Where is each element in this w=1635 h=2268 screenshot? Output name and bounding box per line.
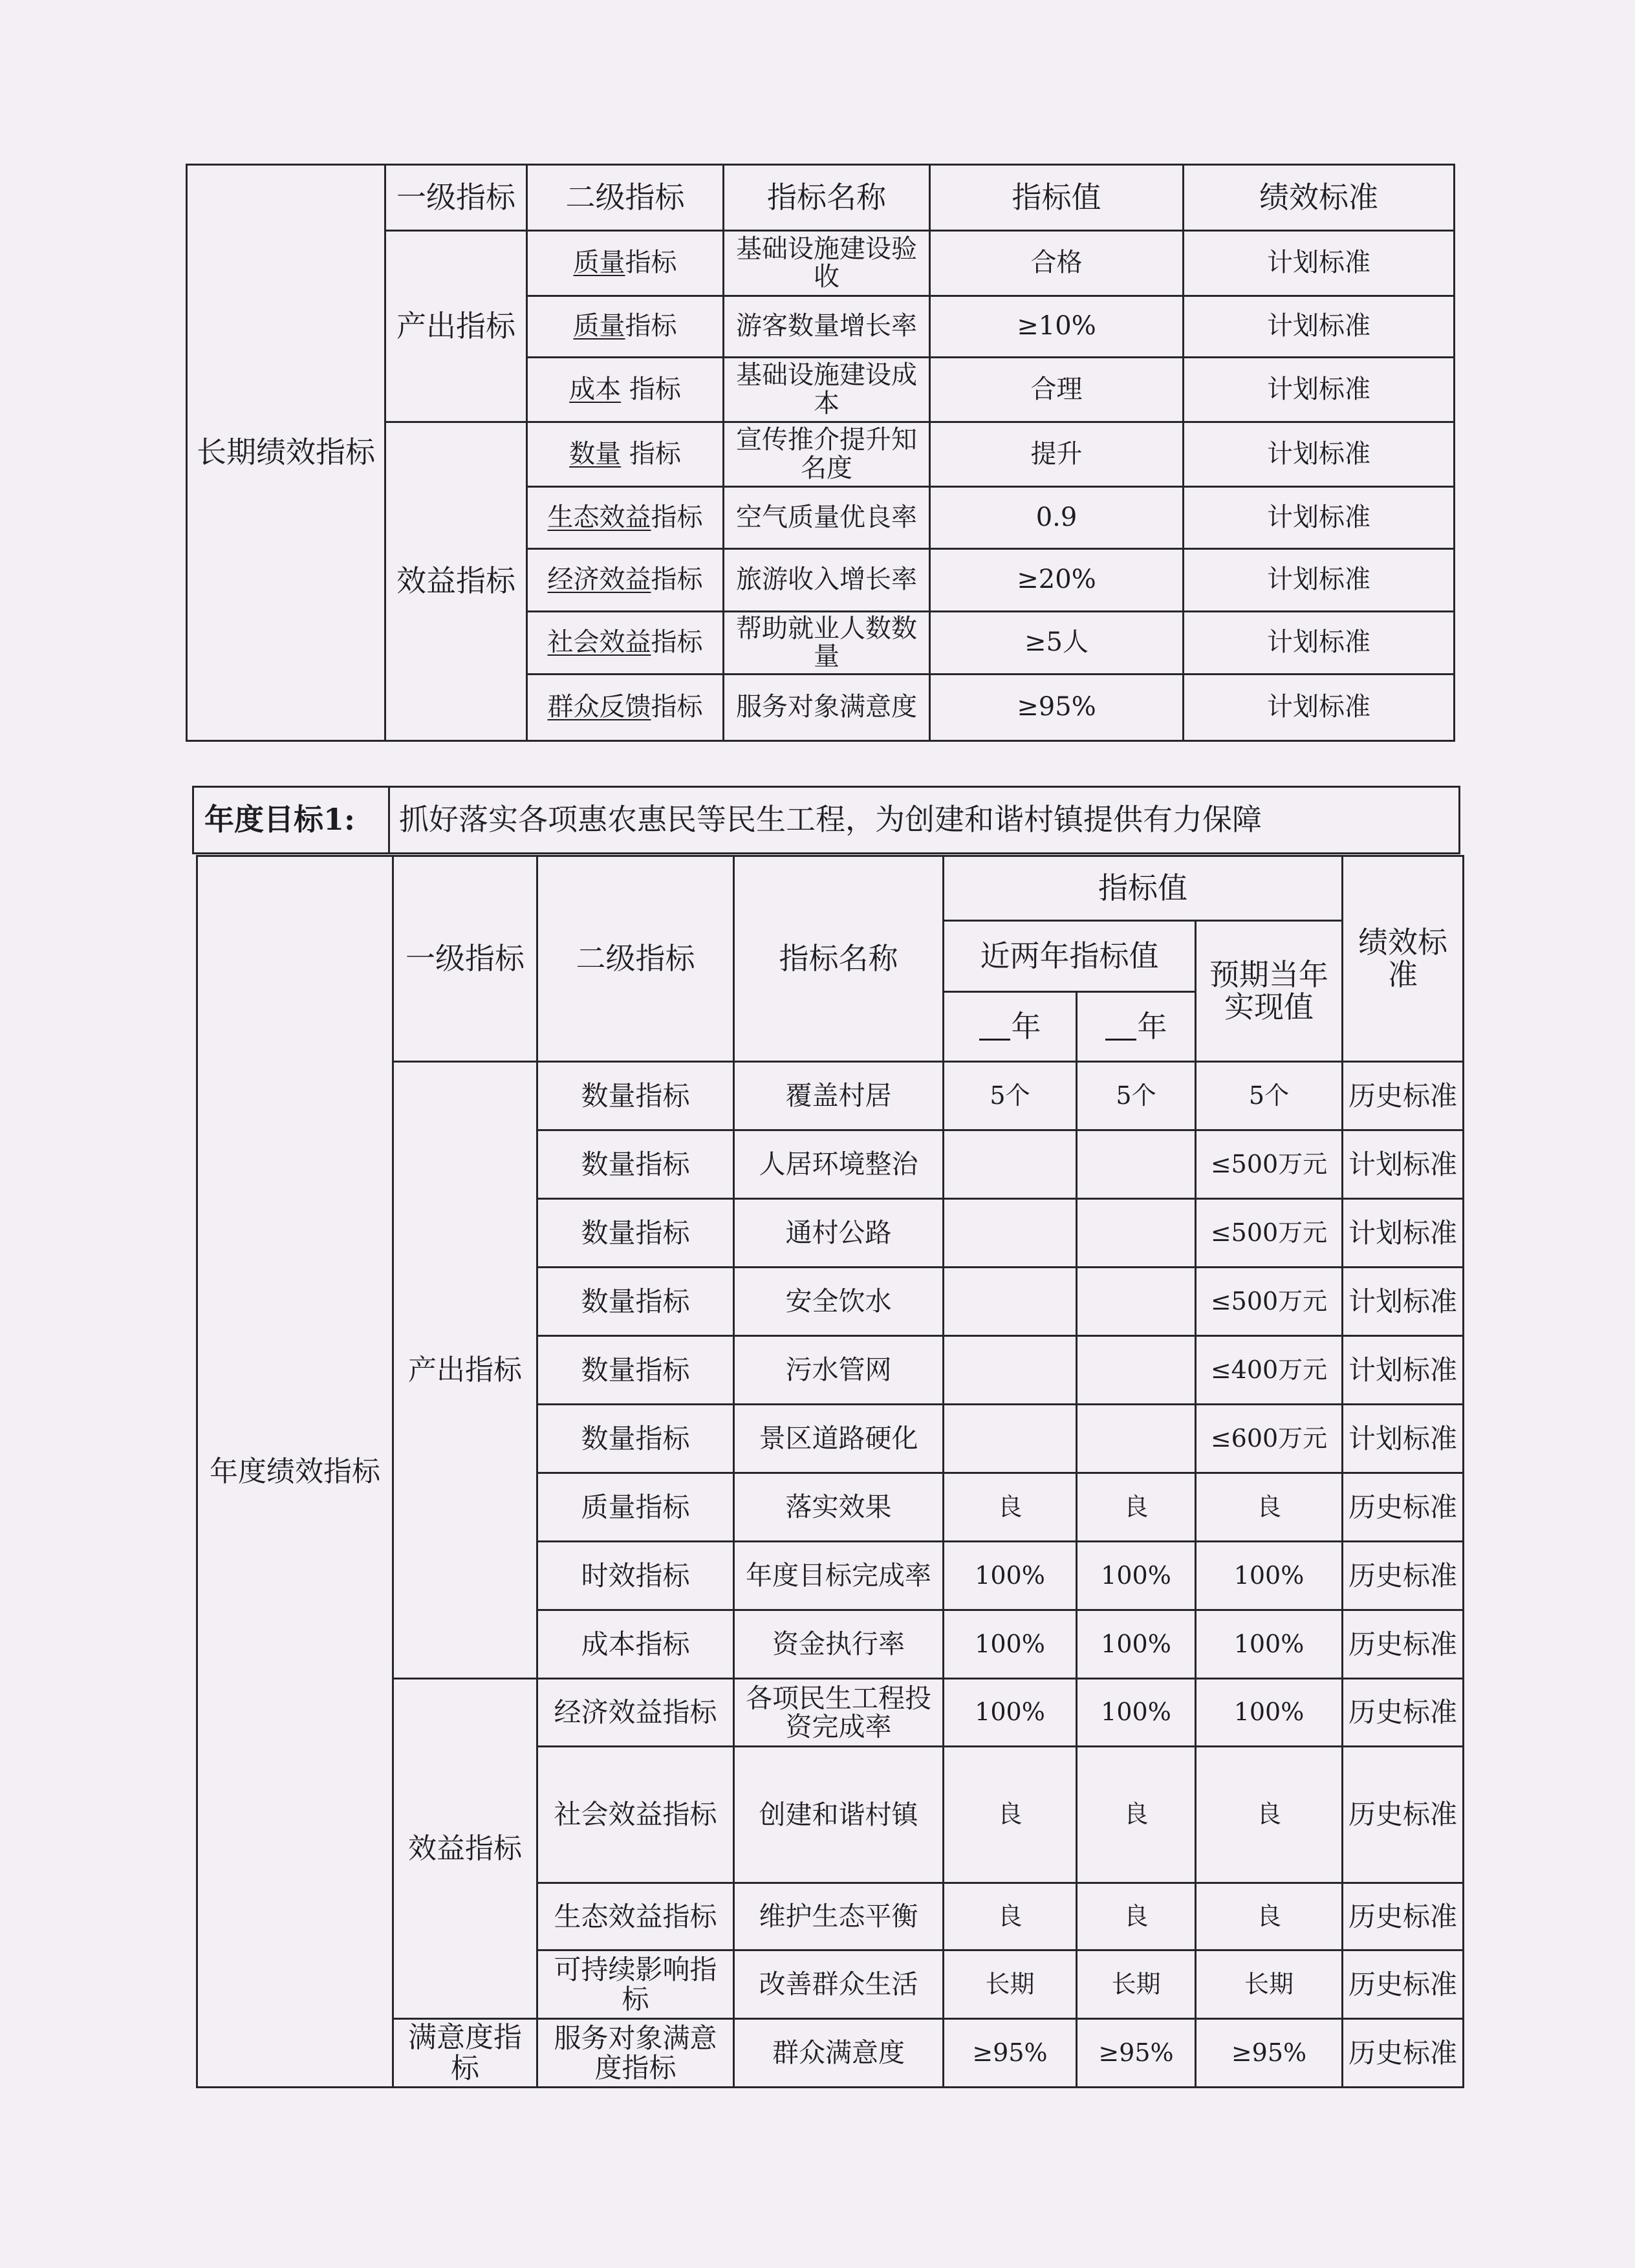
year-1-value: 5个	[944, 1062, 1077, 1130]
long-term-row-label: 长期绩效指标	[187, 165, 385, 741]
year-1-value: 长期	[944, 1950, 1077, 2019]
long-term-indicator-table	[186, 164, 1455, 742]
expected-value: 良	[1196, 1473, 1343, 1542]
indicator-name: 创建和谐村镇	[734, 1747, 944, 1883]
level2-suffix: 指标	[621, 374, 681, 404]
indicator-name: 游客数量增长率	[724, 296, 930, 358]
indicator-name: 旅游收入增长率	[724, 549, 930, 612]
performance-standard: 计划标准	[1184, 487, 1455, 549]
year-2-value	[1077, 1268, 1196, 1336]
indicator-name: 安全饮水	[734, 1268, 944, 1336]
year-1-value: 100%	[944, 1610, 1077, 1679]
level2-underlined: 质量	[573, 248, 625, 278]
performance-standard: 历史标准	[1343, 2019, 1464, 2088]
expected-value: 100%	[1196, 1542, 1343, 1610]
indicator-value: 0.9	[930, 487, 1184, 549]
year-1-value: ≥95%	[944, 2019, 1077, 2088]
year-suffix: 年	[1011, 1008, 1041, 1044]
indicator-name: 改善群众生活	[734, 1950, 944, 2019]
level2-indicator: 数量指标	[537, 1062, 734, 1130]
level2-indicator: 数量指标	[537, 1336, 734, 1405]
group-label: 产出指标	[385, 231, 527, 422]
level2-underlined: 社会效益	[547, 627, 651, 658]
indicator-value: ≥95%	[930, 675, 1184, 741]
expected-value: 良	[1196, 1883, 1343, 1950]
indicator-name: 年度目标完成率	[734, 1542, 944, 1610]
expected-value: ≤400万元	[1196, 1336, 1343, 1405]
level2-suffix: 指标	[651, 692, 703, 722]
year-1-value	[944, 1336, 1077, 1405]
header-name: 指标名称	[734, 856, 944, 1062]
annual-goal-table	[192, 786, 1460, 854]
performance-standard: 计划标准	[1184, 231, 1455, 296]
year-1-value	[944, 1199, 1077, 1268]
group-label: 效益指标	[393, 1679, 537, 2019]
year-blank-line	[1105, 1014, 1136, 1041]
header-recent-two-years: 近两年指标值	[944, 921, 1196, 992]
header-value: 指标值	[944, 856, 1343, 921]
performance-standard: 历史标准	[1343, 1062, 1464, 1130]
level2-indicator: 可持续影响指标	[537, 1950, 734, 2019]
year-1-value	[944, 1130, 1077, 1199]
level2-indicator: 服务对象满意度指标	[537, 2019, 734, 2088]
annual-row-label: 年度绩效指标	[197, 856, 393, 2088]
year-2-value	[1077, 1130, 1196, 1199]
indicator-value: ≥5人	[930, 612, 1184, 675]
level2-indicator: 质量指标	[537, 1473, 734, 1542]
indicator-name: 服务对象满意度	[724, 675, 930, 741]
header-level2: 二级指标	[527, 165, 724, 231]
level2-indicator: 生态效益指标	[537, 1883, 734, 1950]
performance-standard: 历史标准	[1343, 1950, 1464, 2019]
header-value: 指标值	[930, 165, 1184, 231]
year-1-value	[944, 1268, 1077, 1336]
expected-value: ≤600万元	[1196, 1405, 1343, 1473]
year-2-value: 100%	[1077, 1679, 1196, 1747]
group-label: 产出指标	[393, 1062, 537, 1679]
expected-value: ≤500万元	[1196, 1130, 1343, 1199]
year-1-value: 良	[944, 1473, 1077, 1542]
indicator-value: ≥10%	[930, 296, 1184, 358]
indicator-name: 资金执行率	[734, 1610, 944, 1679]
header-level1: 一级指标	[385, 165, 527, 231]
performance-standard: 计划标准	[1184, 675, 1455, 741]
year-2-value	[1077, 1336, 1196, 1405]
level2-indicator: 经济效益指标	[537, 1679, 734, 1747]
indicator-name: 落实效果	[734, 1473, 944, 1542]
indicator-value: 合格	[930, 231, 1184, 296]
performance-standard: 计划标准	[1184, 549, 1455, 612]
level2-suffix: 指标	[621, 438, 681, 469]
level2-underlined: 经济效益	[547, 565, 651, 595]
group-label: 满意度指标	[393, 2019, 537, 2088]
indicator-name: 污水管网	[734, 1336, 944, 1405]
indicator-name: 群众满意度	[734, 2019, 944, 2088]
annual-goal-text: 抓好落实各项惠农惠民等民生工程，为创建和谐村镇提供有力保障	[389, 787, 1460, 854]
performance-standard: 计划标准	[1184, 296, 1455, 358]
performance-standard: 历史标准	[1343, 1747, 1464, 1883]
year-2-value	[1077, 1199, 1196, 1268]
performance-standard: 历史标准	[1343, 1610, 1464, 1679]
level2-suffix: 指标	[651, 627, 703, 658]
level2-suffix: 指标	[625, 248, 677, 278]
indicator-name: 景区道路硬化	[734, 1405, 944, 1473]
performance-standard: 计划标准	[1343, 1130, 1464, 1199]
expected-value: ≤500万元	[1196, 1268, 1343, 1336]
level2-suffix: 指标	[651, 502, 703, 532]
level2-indicator: 成本指标	[537, 1610, 734, 1679]
year-2-value: 100%	[1077, 1542, 1196, 1610]
indicator-name: 各项民生工程投资完成率	[734, 1679, 944, 1747]
level2-indicator: 社会效益指标	[537, 1747, 734, 1883]
level2-indicator: 数量指标	[537, 1199, 734, 1268]
indicator-value: 合理	[930, 358, 1184, 422]
expected-value: 100%	[1196, 1610, 1343, 1679]
year-1-value: 良	[944, 1883, 1077, 1950]
year-1-value: 良	[944, 1747, 1077, 1883]
indicator-name: 维护生态平衡	[734, 1883, 944, 1950]
header-level1: 一级指标	[393, 856, 537, 1062]
performance-standard: 历史标准	[1343, 1542, 1464, 1610]
indicator-name: 覆盖村居	[734, 1062, 944, 1130]
level2-indicator	[527, 358, 724, 422]
header-year-2	[1077, 992, 1196, 1062]
year-1-value: 100%	[944, 1542, 1077, 1610]
level2-suffix: 指标	[651, 565, 703, 595]
year-suffix: 年	[1137, 1008, 1167, 1044]
level2-indicator: 数量指标	[537, 1130, 734, 1199]
indicator-name: 帮助就业人数数量	[724, 612, 930, 675]
performance-standard: 计划标准	[1184, 358, 1455, 422]
indicator-value: 提升	[930, 422, 1184, 487]
annual-goal-label: 年度目标1:	[193, 787, 389, 854]
level2-indicator	[527, 296, 724, 358]
indicator-value: ≥20%	[930, 549, 1184, 612]
performance-standard: 计划标准	[1343, 1336, 1464, 1405]
level2-indicator: 数量指标	[537, 1268, 734, 1336]
level2-indicator: 数量指标	[537, 1405, 734, 1473]
year-2-value: 良	[1077, 1473, 1196, 1542]
performance-standard: 计划标准	[1343, 1199, 1464, 1268]
level2-indicator: 时效指标	[537, 1542, 734, 1610]
performance-standard: 计划标准	[1184, 422, 1455, 487]
performance-standard: 计划标准	[1343, 1268, 1464, 1336]
indicator-name: 宣传推介提升知名度	[724, 422, 930, 487]
level2-underlined: 质量	[573, 311, 625, 341]
year-1-value: 100%	[944, 1679, 1077, 1747]
header-expected: 预期当年实现值	[1196, 921, 1343, 1062]
expected-value: 5个	[1196, 1062, 1343, 1130]
expected-value: ≤500万元	[1196, 1199, 1343, 1268]
annual-indicator-table	[196, 855, 1464, 2088]
header-year-1	[944, 992, 1077, 1062]
header-standard: 绩效标准	[1184, 165, 1455, 231]
performance-standard: 计划标准	[1343, 1405, 1464, 1473]
performance-standard: 历史标准	[1343, 1883, 1464, 1950]
year-1-value	[944, 1405, 1077, 1473]
year-2-value: 良	[1077, 1747, 1196, 1883]
year-2-value	[1077, 1405, 1196, 1473]
indicator-name: 空气质量优良率	[724, 487, 930, 549]
group-label: 效益指标	[385, 422, 527, 741]
year-2-value: 良	[1077, 1883, 1196, 1950]
expected-value: 良	[1196, 1747, 1343, 1883]
level2-indicator	[527, 675, 724, 741]
year-2-value: 5个	[1077, 1062, 1196, 1130]
level2-indicator	[527, 487, 724, 549]
indicator-name: 基础设施建设验收	[724, 231, 930, 296]
level2-underlined: 群众反馈	[547, 692, 651, 722]
performance-standard: 历史标准	[1343, 1679, 1464, 1747]
level2-indicator	[527, 422, 724, 487]
indicator-name: 通村公路	[734, 1199, 944, 1268]
level2-underlined: 生态效益	[547, 502, 651, 532]
level2-underlined: 数量	[569, 438, 622, 469]
expected-value: ≥95%	[1196, 2019, 1343, 2088]
level2-indicator	[527, 549, 724, 612]
expected-value: 长期	[1196, 1950, 1343, 2019]
expected-value: 100%	[1196, 1679, 1343, 1747]
year-blank-line	[979, 1014, 1010, 1041]
header-name: 指标名称	[724, 165, 930, 231]
level2-underlined: 成本	[569, 374, 622, 404]
year-2-value: 长期	[1077, 1950, 1196, 2019]
indicator-name: 基础设施建设成本	[724, 358, 930, 422]
performance-standard: 历史标准	[1343, 1473, 1464, 1542]
year-2-value: ≥95%	[1077, 2019, 1196, 2088]
level2-suffix: 指标	[625, 311, 677, 341]
performance-standard: 计划标准	[1184, 612, 1455, 675]
header-level2: 二级指标	[537, 856, 734, 1062]
indicator-name: 人居环境整治	[734, 1130, 944, 1199]
year-2-value: 100%	[1077, 1610, 1196, 1679]
level2-indicator	[527, 231, 724, 296]
level2-indicator	[527, 612, 724, 675]
header-standard: 绩效标准	[1343, 856, 1464, 1062]
